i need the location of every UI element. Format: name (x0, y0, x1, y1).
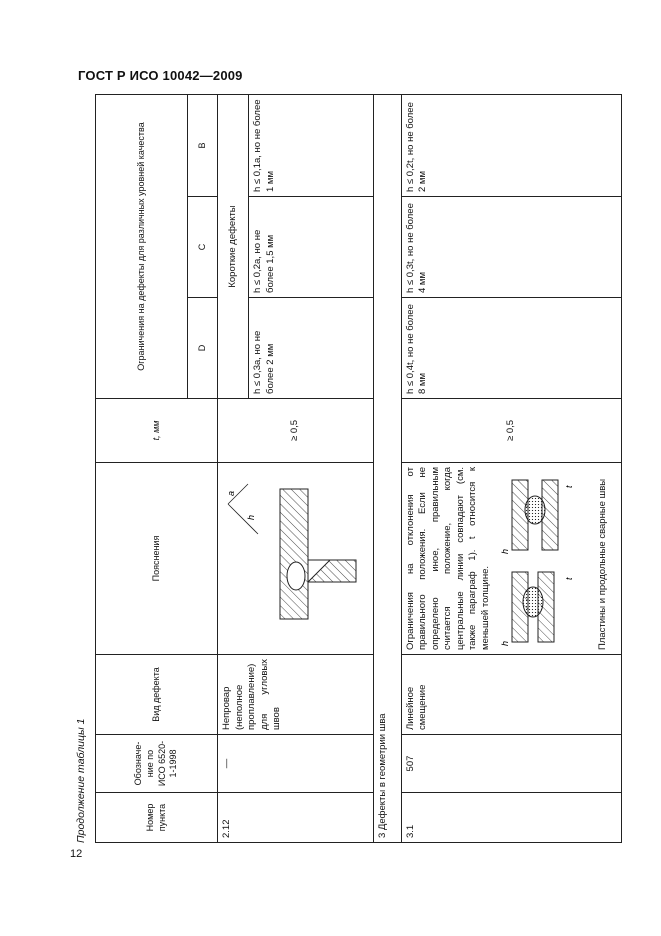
col-header-explanation: Пояснения (96, 463, 218, 655)
fig-label-a: a (226, 490, 236, 496)
row-3-1-explanation (401, 463, 621, 655)
row-2-12-defect: Непровар (неполное проплавление) для угловых швов (218, 655, 374, 735)
page-number: 12 (70, 848, 83, 860)
defects-table (95, 94, 622, 843)
row-2-12-level-b: h ≤ 0,1a, но не более 1 мм (249, 94, 373, 196)
row-2-12-t: ≥ 0,5 (218, 399, 374, 463)
row-2-12-subheader: Короткие дефекты (218, 94, 249, 398)
fillet-weld-diagram (218, 464, 368, 654)
row-3-1-explanation-text: Ограничения на отклонения от правильного положения. Если не определено иное, правильным считается положение, когда центральные линии совпадают (см. также параграф 1). t относится к меньшей толщине. (404, 467, 491, 650)
col-header-t: t, мм (96, 399, 218, 463)
row-2-12-level-d: h ≤ 0,3a, но не более 2 мм (249, 298, 373, 399)
section-3-title: 3 Дефекты в геометрии шва (373, 94, 401, 842)
row-3-1-level-d: h ≤ 0,4t, но не более 8 мм (401, 298, 621, 399)
fig-label-h-right: h (500, 548, 511, 554)
row-3-1-item: 3.1 (401, 793, 621, 843)
col-header-level-c: C (188, 197, 218, 298)
row-2-12-designation: — (218, 735, 374, 793)
fig-label-t-right: t (564, 485, 575, 488)
col-header-level-d: D (188, 298, 218, 399)
fig-label-h: h (246, 514, 256, 520)
fig-label-t-left: t (564, 577, 575, 580)
row-2-12-item: 2.12 (218, 793, 374, 843)
row-3-1-figure-caption: Пластины и продольные сварные швы (596, 478, 608, 650)
document-header: ГОСТ Р ИСО 10042—2009 (78, 68, 243, 83)
row-3-1-t: ≥ 0,5 (401, 399, 621, 463)
linear-misalignment-diagram (492, 468, 592, 650)
row-3-1-defect: Линейное смещение (401, 655, 621, 735)
row-3-1-designation: 507 (401, 735, 621, 793)
row-3-1-level-c: h ≤ 0,3t, но не более 4 мм (401, 197, 621, 298)
col-header-limits: Ограничения на дефекты для различных уровней качества (96, 94, 188, 398)
col-header-item-no: Номер пункта (96, 793, 218, 843)
fig-label-h-left: h (500, 640, 511, 646)
table-caption: Продолжение таблицы 1 (75, 718, 87, 843)
row-3-1-level-b: h ≤ 0,2t, но не более 2 мм (401, 94, 621, 196)
fillet-weld-figure (218, 463, 374, 655)
col-header-defect-type: Вид дефекта (96, 655, 218, 735)
row-2-12-level-c: h ≤ 0,2a, но не более 1,5 мм (249, 197, 373, 298)
col-header-level-b: B (188, 94, 218, 196)
rotated-table-region (75, 95, 620, 843)
col-header-designation: Обозначе-ние по ИСО 6520-1-1998 (96, 735, 218, 793)
